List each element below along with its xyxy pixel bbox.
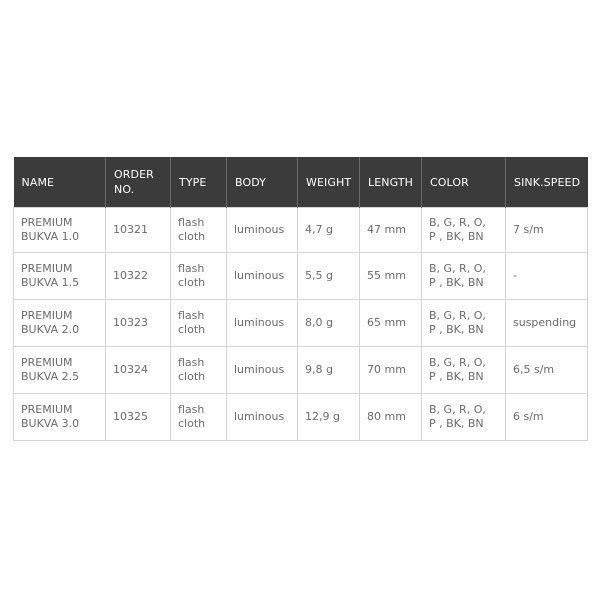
table-row (14, 208, 588, 253)
cell-weight: 5,5 g (298, 253, 360, 300)
cell-name: PREMIUM BUKVA 2.5 (14, 347, 106, 394)
cell-sink-speed: - (506, 253, 588, 300)
header-row (14, 157, 588, 208)
cell-order-no: 10322 (106, 253, 171, 300)
table-row (14, 347, 588, 394)
header-body: BODY (227, 157, 298, 208)
cell-sink-speed: 6,5 s/m (506, 347, 588, 394)
table-body (14, 208, 588, 441)
product-spec-table (13, 157, 588, 441)
cell-body: luminous (227, 208, 298, 253)
cell-sink-speed: 6 s/m (506, 394, 588, 441)
cell-type: flash cloth (171, 253, 227, 300)
header-type: TYPE (171, 157, 227, 208)
cell-length: 80 mm (360, 394, 422, 441)
cell-body: luminous (227, 253, 298, 300)
cell-weight: 8,0 g (298, 300, 360, 347)
cell-weight: 9,8 g (298, 347, 360, 394)
cell-color: B, G, R, O, P , BK, BN (422, 300, 506, 347)
header-order-no: ORDER NO. (106, 157, 171, 208)
table-row (14, 394, 588, 441)
cell-type: flash cloth (171, 300, 227, 347)
cell-name: PREMIUM BUKVA 2.0 (14, 300, 106, 347)
header-length: LENGTH (360, 157, 422, 208)
header-weight: WEIGHT (298, 157, 360, 208)
cell-order-no: 10324 (106, 347, 171, 394)
cell-weight: 4,7 g (298, 208, 360, 253)
header-name: NAME (14, 157, 106, 208)
cell-sink-speed: 7 s/m (506, 208, 588, 253)
cell-order-no: 10321 (106, 208, 171, 253)
cell-body: luminous (227, 347, 298, 394)
cell-order-no: 10323 (106, 300, 171, 347)
cell-name: PREMIUM BUKVA 1.5 (14, 253, 106, 300)
cell-length: 70 mm (360, 347, 422, 394)
cell-type: flash cloth (171, 208, 227, 253)
cell-type: flash cloth (171, 394, 227, 441)
cell-sink-speed: suspending (506, 300, 588, 347)
cell-length: 55 mm (360, 253, 422, 300)
cell-weight: 12,9 g (298, 394, 360, 441)
table-row (14, 300, 588, 347)
header-color: COLOR (422, 157, 506, 208)
cell-color: B, G, R, O, P , BK, BN (422, 208, 506, 253)
cell-length: 47 mm (360, 208, 422, 253)
table-header (14, 157, 588, 208)
cell-type: flash cloth (171, 347, 227, 394)
cell-body: luminous (227, 394, 298, 441)
cell-name: PREMIUM BUKVA 3.0 (14, 394, 106, 441)
cell-order-no: 10325 (106, 394, 171, 441)
cell-body: luminous (227, 300, 298, 347)
cell-color: B, G, R, O, P , BK, BN (422, 253, 506, 300)
cell-color: B, G, R, O, P , BK, BN (422, 347, 506, 394)
cell-length: 65 mm (360, 300, 422, 347)
cell-name: PREMIUM BUKVA 1.0 (14, 208, 106, 253)
cell-color: B, G, R, O, P , BK, BN (422, 394, 506, 441)
table-row (14, 253, 588, 300)
header-sink-speed: SINK.SPEED (506, 157, 588, 208)
